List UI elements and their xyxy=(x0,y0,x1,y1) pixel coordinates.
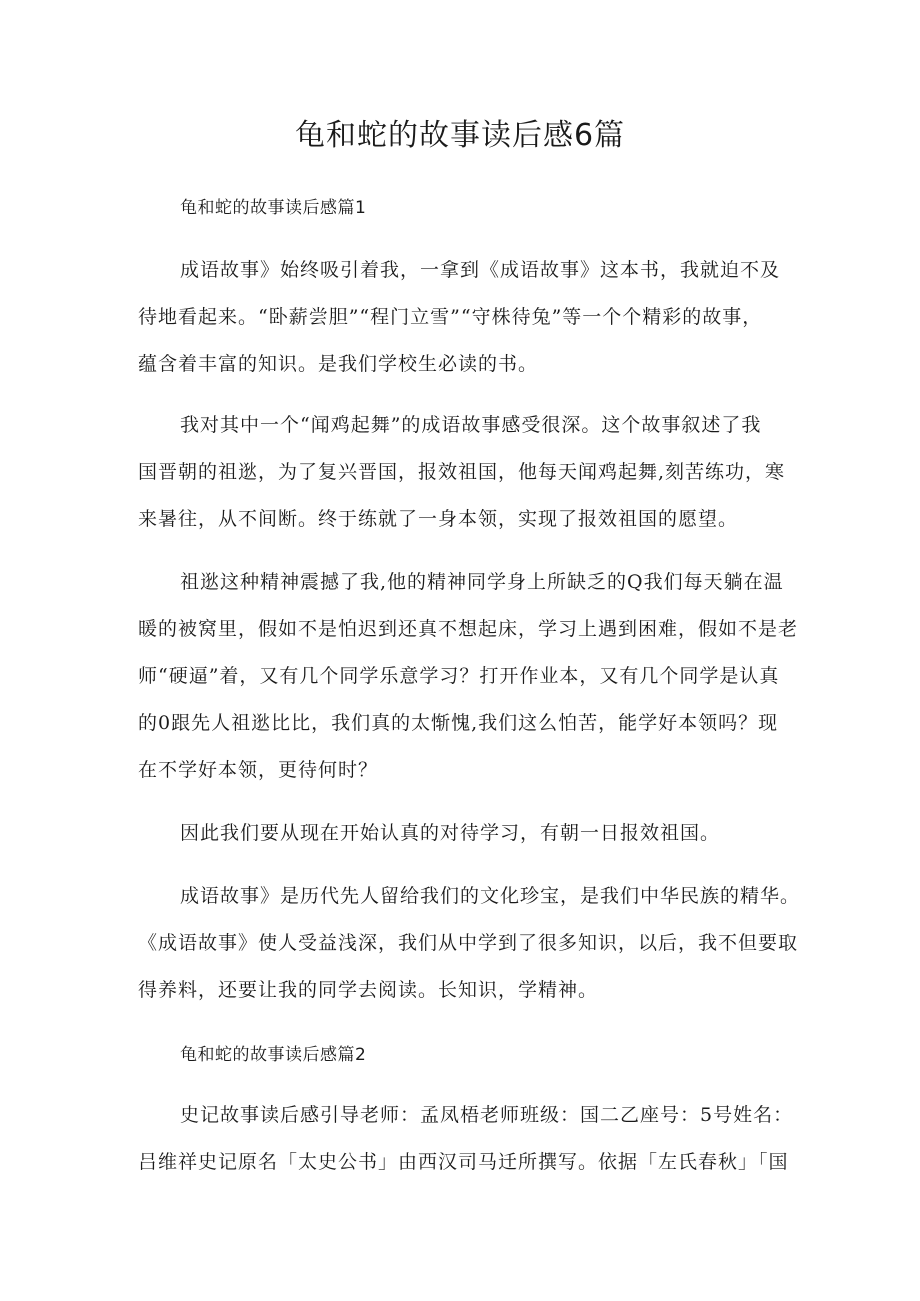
section-heading: 龟和蛇的故事读后感篇2 xyxy=(180,1045,367,1065)
paragraph-line: 成语故事》始终吸引着我，一拿到《成语故事》这本书，我就迫不及 xyxy=(180,259,781,281)
paragraph-line: 我对其中一个“闻鸡起舞”的成语故事感受很深。这个故事叙述了我 xyxy=(180,414,762,436)
paragraph-line: 祖逖这种精神震撼了我,他的精神同学身上所缺乏的Q我们每天躺在温 xyxy=(180,571,784,593)
paragraph-line: 在不学好本领，更待何时？ xyxy=(138,759,379,781)
paragraph-line: 吕维祥史记原名「太史公书」由西汉司马迁所撰写。依据「左氏春秋」「国 xyxy=(138,1151,789,1173)
document-title: 龟和蛇的故事读后感6篇 xyxy=(294,118,626,153)
paragraph-line: 因此我们要从现在开始认真的对待学习，有朝一日报效祖国。 xyxy=(180,822,721,844)
paragraph-line: 的0跟先人祖逖比比，我们真的太惭愧,我们这么怕苦，能学好本领吗？现 xyxy=(138,712,779,734)
paragraph-line: 成语故事》是历代先人留给我们的文化珍宝，是我们中华民族的精华。 xyxy=(180,885,801,907)
paragraph-line: 待地看起来。“卧薪尝胆”“程门立雪”“守株待兔”等一个个精彩的故事， xyxy=(138,306,763,328)
paragraph-line: 蕴含着丰富的知识。是我们学校生必读的书。 xyxy=(138,353,539,375)
paragraph-line: 史记故事读后感引导老师：孟凤梧老师班级：国二乙座号：5号姓名： xyxy=(180,1104,794,1126)
paragraph-line: 得养料，还要让我的同学去阅读。长知识，学精神。 xyxy=(138,979,599,1001)
paragraph-line: 国晋朝的祖逖，为了复兴晋国，报效祖国，他每天闻鸡起舞,刻苦练功，寒 xyxy=(138,461,786,483)
paragraph-line: 来暑往，从不间断。终于练就了一身本领，实现了报效祖国的愿望。 xyxy=(138,508,739,530)
paragraph-line: 暖的被窝里，假如不是怕迟到还真不想起床，学习上遇到困难，假如不是老 xyxy=(138,618,799,640)
paragraph-line: 《成语故事》使人受益浅深，我们从中学到了很多知识，以后，我不但要取 xyxy=(138,932,799,954)
paragraph-line: 师“硬逼”着，又有几个同学乐意学习？打开作业本，又有几个同学是认真 xyxy=(138,665,780,687)
section-heading: 龟和蛇的故事读后感篇1 xyxy=(180,198,367,218)
